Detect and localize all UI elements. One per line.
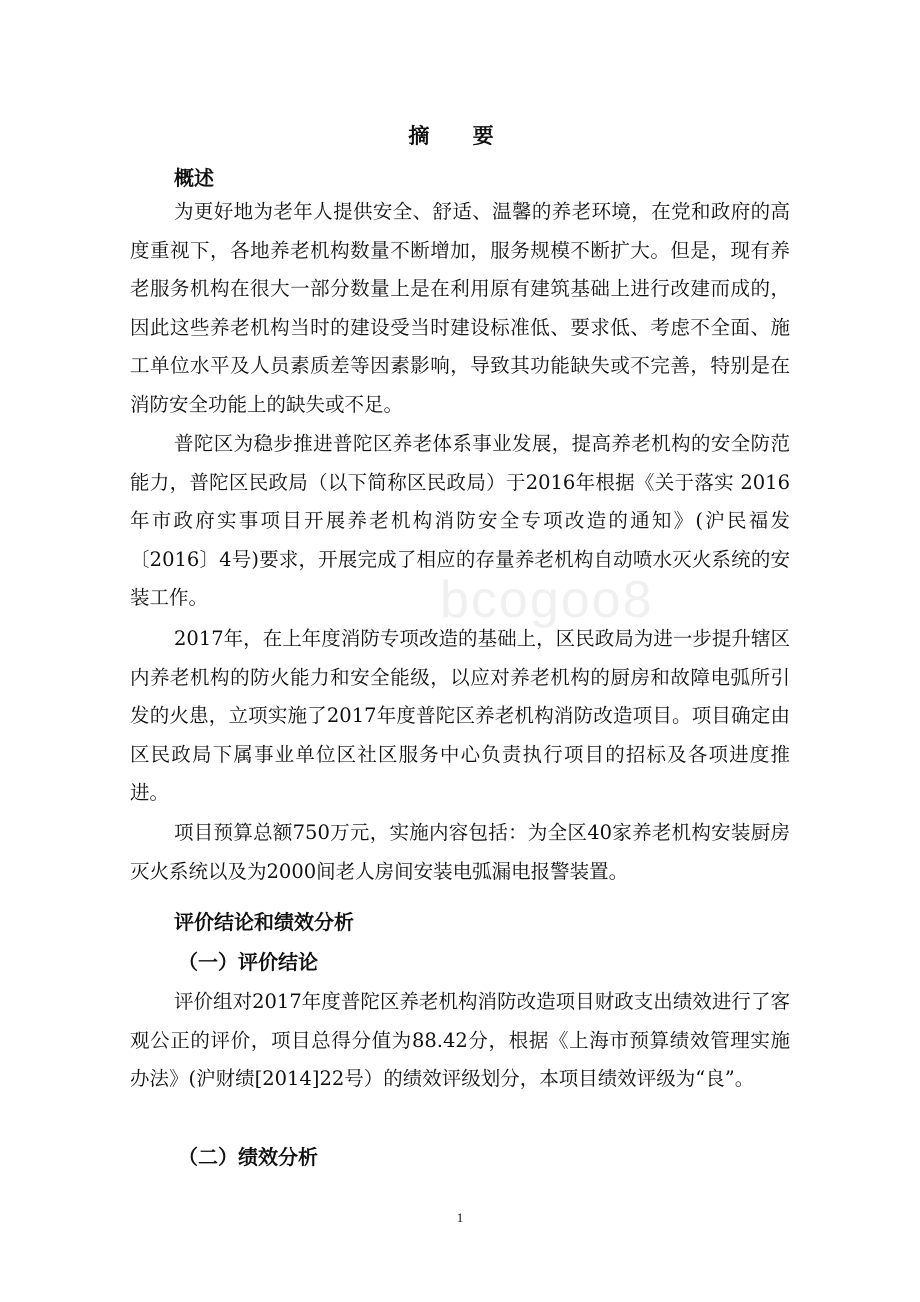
paragraph-evaluation-conclusion: 评价组对2017年度普陀区养老机构消防改造项目财政支出绩效进行了客观公正的评价，项目总得分值为88.42分，根据《上海市预算绩效管理实施办法》(沪财绩[2014]22号）的绩效评级划分，本项目绩效评级为“良”。: [130, 990, 790, 1090]
section-heading-evaluation: 评价结论和绩效分析: [174, 910, 354, 934]
page-number: 1: [456, 1210, 464, 1225]
paragraph-background: 为更好地为老年人提供安全、舒适、温馨的养老环境，在党和政府的高度重视下，各地养老机构数量不断增加，服务规模不断扩大。但是，现有养老服务机构在很大一部分数量上是在利用原有建筑基础上进行改建而成的，因此这些养老机构当时的建设受当时建设标准低、要求低、考虑不全面、施工单位水平及人员素质差等因素影响，导致其功能缺失或不完善，特别是在消防安全功能上的缺失或不足。: [130, 200, 790, 416]
section-heading-overview: 概述: [174, 166, 214, 190]
subsection-heading-conclusion: （一）评价结论: [178, 950, 318, 974]
paragraph-2017-project: 2017年，在上年度消防专项改造的基础上，区民政局为进一步提升辖区内养老机构的防火能力和安全能级，以应对养老机构的厨房和故障电弧所引发的火患，立项实施了2017年度普陀区养老机构消防改造项目。项目确定由区民政局下属事业单位区社区服务中心负责执行项目的招标及各项进度推进。: [130, 627, 790, 804]
watermark: bcogoo8: [440, 571, 654, 629]
page-title: 摘 要: [408, 124, 512, 148]
subsection-heading-performance: （二）绩效分析: [178, 1145, 318, 1169]
paragraph-budget: 项目预算总额750万元，实施内容包括：为全区40家养老机构安装厨房灭火系统以及为2000间老人房间安装电弧漏电报警装置。: [130, 821, 790, 883]
paragraph-2016-project: 普陀区为稳步推进普陀区养老体系事业发展，提高养老机构的安全防范能力，普陀区民政局（以下简称区民政局）于2016年根据《关于落实 2016 年市政府实事项目开展养老机构消防安全专项改造的通知》(沪民福发〔2016〕4号)要求，开展完成了相应的存量养老机构自动喷水灭火系统的安装工作。: [130, 432, 790, 609]
